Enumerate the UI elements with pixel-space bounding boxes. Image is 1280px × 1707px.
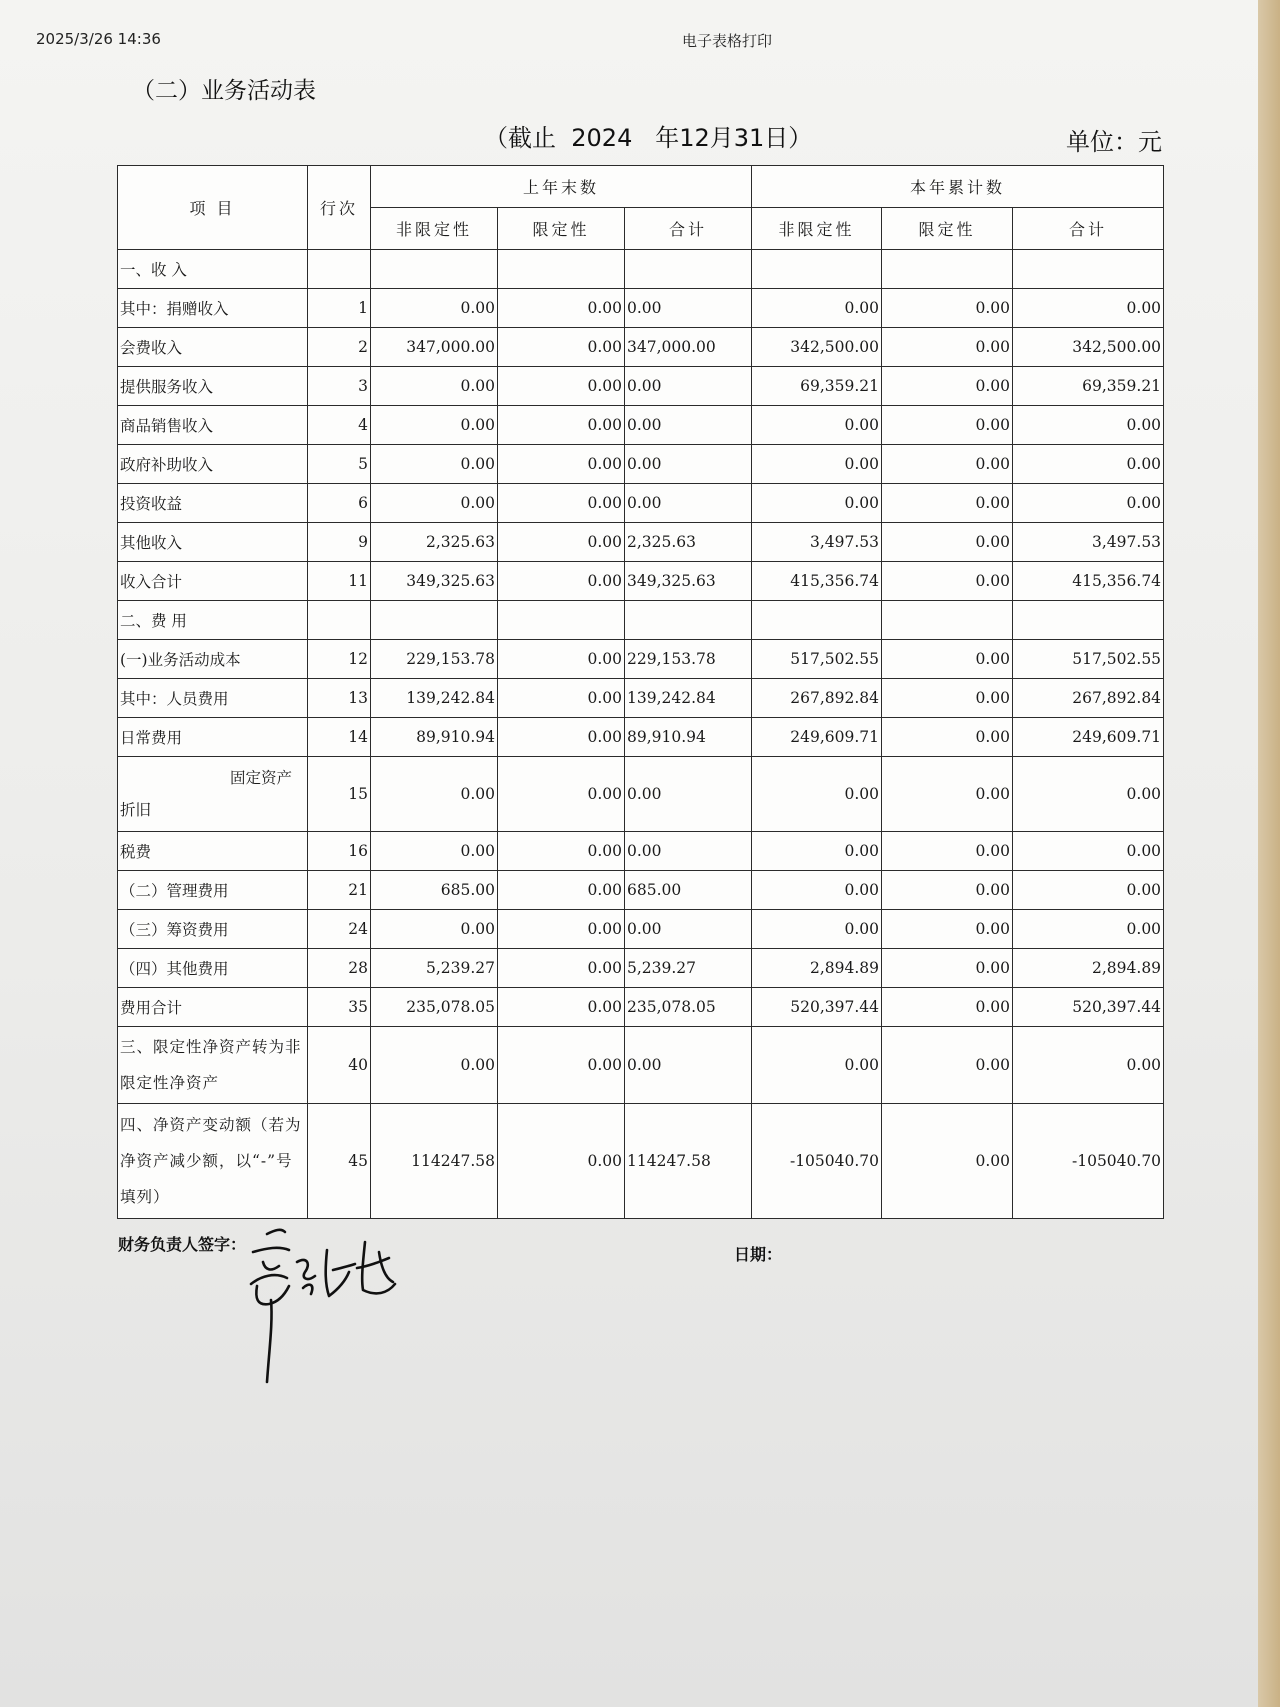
curr-restricted-value: 0.00 [882, 757, 1013, 832]
row-item-label: (一)业务活动成本 [118, 640, 308, 679]
curr-total-value: 0.00 [1013, 445, 1164, 484]
prev-restricted-value: 0.00 [498, 757, 625, 832]
curr-total-value: 342,500.00 [1013, 328, 1164, 367]
document-period: （截止 2024 年12月31日） [484, 124, 813, 152]
prev-total-value: 139,242.84 [625, 679, 752, 718]
curr-restricted-value: 0.00 [882, 988, 1013, 1027]
prev-restricted-value: 0.00 [498, 1104, 625, 1219]
table-row [118, 406, 1164, 445]
prev-total-value: 235,078.05 [625, 988, 752, 1027]
curr-restricted-value: 0.00 [882, 1104, 1013, 1219]
curr-unrestricted-value: 415,356.74 [752, 562, 882, 601]
table-row [118, 988, 1164, 1027]
row-item-label: 其中：捐赠收入 [118, 289, 308, 328]
curr-total-value: 520,397.44 [1013, 988, 1164, 1027]
prev-unrestricted-value: 0.00 [371, 484, 498, 523]
table-row [118, 445, 1164, 484]
curr-restricted-value [882, 250, 1013, 289]
prev-restricted-value: 0.00 [498, 718, 625, 757]
prev-total-value [625, 601, 752, 640]
curr-total-value: 0.00 [1013, 289, 1164, 328]
col-header-line: 行次 [308, 166, 371, 250]
table-row [118, 757, 1164, 832]
curr-total-value [1013, 601, 1164, 640]
prev-restricted-value: 0.00 [498, 679, 625, 718]
prev-total-value: 0.00 [625, 484, 752, 523]
prev-unrestricted-value: 685.00 [371, 871, 498, 910]
prev-total-value: 685.00 [625, 871, 752, 910]
prev-unrestricted-value: 0.00 [371, 445, 498, 484]
col-header-curr-year: 本年累计数 [752, 166, 1164, 208]
curr-unrestricted-value: 517,502.55 [752, 640, 882, 679]
curr-total-value: 0.00 [1013, 757, 1164, 832]
table-row [118, 1027, 1164, 1104]
prev-restricted-value: 0.00 [498, 910, 625, 949]
table-row [118, 289, 1164, 328]
col-header-curr-total: 合计 [1013, 208, 1164, 250]
prev-restricted-value: 0.00 [498, 523, 625, 562]
row-item-label: 会费收入 [118, 328, 308, 367]
background-edge [1258, 0, 1280, 1707]
prev-restricted-value [498, 250, 625, 289]
row-line-number: 4 [308, 406, 371, 445]
row-item-label: 一、收 入 [118, 250, 308, 289]
prev-restricted-value: 0.00 [498, 562, 625, 601]
row-line-number: 9 [308, 523, 371, 562]
prev-restricted-value: 0.00 [498, 832, 625, 871]
curr-unrestricted-value: 3,497.53 [752, 523, 882, 562]
prev-restricted-value: 0.00 [498, 640, 625, 679]
prev-total-value: 0.00 [625, 832, 752, 871]
curr-restricted-value [882, 601, 1013, 640]
row-item-label: 商品销售收入 [118, 406, 308, 445]
row-line-number [308, 601, 371, 640]
prev-unrestricted-value [371, 601, 498, 640]
prev-total-value: 5,239.27 [625, 949, 752, 988]
prev-total-value: 0.00 [625, 1027, 752, 1104]
row-item-label: 其中：人员费用 [118, 679, 308, 718]
curr-unrestricted-value: 2,894.89 [752, 949, 882, 988]
curr-total-value: 0.00 [1013, 871, 1164, 910]
curr-restricted-value: 0.00 [882, 910, 1013, 949]
curr-total-value: 415,356.74 [1013, 562, 1164, 601]
curr-restricted-value: 0.00 [882, 562, 1013, 601]
curr-unrestricted-value: 267,892.84 [752, 679, 882, 718]
prev-total-value: 0.00 [625, 406, 752, 445]
prev-unrestricted-value: 5,239.27 [371, 949, 498, 988]
prev-restricted-value: 0.00 [498, 289, 625, 328]
row-line-number [308, 250, 371, 289]
row-item-label: 三、限定性净资产转为非限定性净资产 [118, 1027, 308, 1104]
prev-unrestricted-value: 229,153.78 [371, 640, 498, 679]
row-line-number: 40 [308, 1027, 371, 1104]
row-line-number: 28 [308, 949, 371, 988]
prev-unrestricted-value: 0.00 [371, 367, 498, 406]
prev-restricted-value: 0.00 [498, 484, 625, 523]
row-item-label: （二）管理费用 [118, 871, 308, 910]
print-timestamp: 2025/3/26 14:36 [36, 30, 161, 48]
curr-restricted-value: 0.00 [882, 949, 1013, 988]
table-row [118, 523, 1164, 562]
table-row [118, 562, 1164, 601]
prev-total-value: 0.00 [625, 910, 752, 949]
curr-total-value: 249,609.71 [1013, 718, 1164, 757]
prev-restricted-value [498, 601, 625, 640]
prev-total-value: 347,000.00 [625, 328, 752, 367]
prev-unrestricted-value: 0.00 [371, 289, 498, 328]
table-row [118, 601, 1164, 640]
row-line-number: 14 [308, 718, 371, 757]
curr-restricted-value: 0.00 [882, 523, 1013, 562]
print-header-title: 电子表格打印 [682, 32, 773, 50]
row-item-label: 政府补助收入 [118, 445, 308, 484]
curr-restricted-value: 0.00 [882, 484, 1013, 523]
prev-restricted-value: 0.00 [498, 1027, 625, 1104]
curr-total-value: 0.00 [1013, 832, 1164, 871]
prev-total-value: 0.00 [625, 757, 752, 832]
curr-unrestricted-value: 0.00 [752, 871, 882, 910]
table-row [118, 1104, 1164, 1219]
curr-unrestricted-value [752, 601, 882, 640]
date-label: 日期： [734, 1245, 783, 1264]
curr-restricted-value: 0.00 [882, 832, 1013, 871]
curr-restricted-value: 0.00 [882, 679, 1013, 718]
row-item-label: 二、费 用 [118, 601, 308, 640]
prev-total-value: 89,910.94 [625, 718, 752, 757]
table-row [118, 832, 1164, 871]
row-item-label-line2: 折旧 [120, 801, 152, 820]
row-line-number: 35 [308, 988, 371, 1027]
prev-unrestricted-value [371, 250, 498, 289]
handwritten-signature [245, 1222, 445, 1392]
row-line-number: 3 [308, 367, 371, 406]
table-row [118, 640, 1164, 679]
prev-restricted-value: 0.00 [498, 367, 625, 406]
curr-total-value: 0.00 [1013, 1027, 1164, 1104]
activity-statement-table [117, 165, 1164, 1219]
curr-restricted-value: 0.00 [882, 718, 1013, 757]
row-item-label: 费用合计 [118, 988, 308, 1027]
table-row [118, 367, 1164, 406]
prev-unrestricted-value: 0.00 [371, 757, 498, 832]
prev-total-value: 114247.58 [625, 1104, 752, 1219]
prev-restricted-value: 0.00 [498, 988, 625, 1027]
curr-unrestricted-value: 0.00 [752, 484, 882, 523]
curr-total-value: 267,892.84 [1013, 679, 1164, 718]
col-header-prev-total: 合计 [625, 208, 752, 250]
col-header-curr-restricted: 限定性 [882, 208, 1013, 250]
row-line-number: 24 [308, 910, 371, 949]
col-header-item: 项 目 [118, 166, 308, 250]
row-line-number: 45 [308, 1104, 371, 1219]
row-item-label: 投资收益 [118, 484, 308, 523]
prev-unrestricted-value: 235,078.05 [371, 988, 498, 1027]
row-line-number: 5 [308, 445, 371, 484]
curr-total-value: 69,359.21 [1013, 367, 1164, 406]
document-title: （二）业务活动表 [132, 78, 316, 104]
curr-unrestricted-value [752, 250, 882, 289]
prev-restricted-value: 0.00 [498, 871, 625, 910]
curr-total-value: 0.00 [1013, 910, 1164, 949]
curr-total-value: 0.00 [1013, 406, 1164, 445]
prev-restricted-value: 0.00 [498, 328, 625, 367]
row-line-number: 16 [308, 832, 371, 871]
curr-unrestricted-value: 0.00 [752, 406, 882, 445]
row-item-label: 四、净资产变动额（若为净资产减少额，以“-”号填列） [118, 1104, 308, 1219]
curr-total-value: -105040.70 [1013, 1104, 1164, 1219]
curr-restricted-value: 0.00 [882, 367, 1013, 406]
curr-unrestricted-value: 0.00 [752, 445, 882, 484]
prev-unrestricted-value: 0.00 [371, 910, 498, 949]
curr-unrestricted-value: 0.00 [752, 757, 882, 832]
row-line-number: 1 [308, 289, 371, 328]
col-header-curr-unrestricted: 非限定性 [752, 208, 882, 250]
prev-restricted-value: 0.00 [498, 445, 625, 484]
curr-unrestricted-value: 0.00 [752, 832, 882, 871]
row-line-number: 6 [308, 484, 371, 523]
row-item-label: 税费 [118, 832, 308, 871]
curr-total-value: 3,497.53 [1013, 523, 1164, 562]
prev-unrestricted-value: 0.00 [371, 832, 498, 871]
prev-total-value: 0.00 [625, 367, 752, 406]
curr-total-value: 517,502.55 [1013, 640, 1164, 679]
prev-unrestricted-value: 89,910.94 [371, 718, 498, 757]
table-row [118, 328, 1164, 367]
prev-unrestricted-value: 139,242.84 [371, 679, 498, 718]
prev-unrestricted-value: 0.00 [371, 1027, 498, 1104]
table-row [118, 910, 1164, 949]
prev-unrestricted-value: 349,325.63 [371, 562, 498, 601]
prev-total-value: 0.00 [625, 445, 752, 484]
curr-unrestricted-value: 249,609.71 [752, 718, 882, 757]
row-item-label-line1: 固定资产 [230, 769, 293, 788]
table-row [118, 484, 1164, 523]
row-line-number: 15 [308, 757, 371, 832]
prev-unrestricted-value: 347,000.00 [371, 328, 498, 367]
prev-unrestricted-value: 114247.58 [371, 1104, 498, 1219]
curr-unrestricted-value: 0.00 [752, 1027, 882, 1104]
row-line-number: 21 [308, 871, 371, 910]
curr-total-value [1013, 250, 1164, 289]
curr-unrestricted-value: 520,397.44 [752, 988, 882, 1027]
row-item-label: （四）其他费用 [118, 949, 308, 988]
curr-restricted-value: 0.00 [882, 406, 1013, 445]
col-header-prev-year: 上年末数 [371, 166, 752, 208]
table-row [118, 949, 1164, 988]
curr-unrestricted-value: 0.00 [752, 910, 882, 949]
row-item-label: （三）筹资费用 [118, 910, 308, 949]
table-row [118, 718, 1164, 757]
table-row [118, 871, 1164, 910]
table-row [118, 250, 1164, 289]
curr-restricted-value: 0.00 [882, 445, 1013, 484]
prev-total-value: 229,153.78 [625, 640, 752, 679]
prev-total-value: 2,325.63 [625, 523, 752, 562]
row-item-label: 其他收入 [118, 523, 308, 562]
row-line-number: 12 [308, 640, 371, 679]
curr-restricted-value: 0.00 [882, 289, 1013, 328]
curr-total-value: 2,894.89 [1013, 949, 1164, 988]
prev-total-value [625, 250, 752, 289]
row-line-number: 2 [308, 328, 371, 367]
row-item-label [118, 757, 308, 832]
prev-restricted-value: 0.00 [498, 406, 625, 445]
prev-total-value: 0.00 [625, 289, 752, 328]
curr-unrestricted-value: 0.00 [752, 289, 882, 328]
curr-unrestricted-value: -105040.70 [752, 1104, 882, 1219]
prev-unrestricted-value: 2,325.63 [371, 523, 498, 562]
curr-total-value: 0.00 [1013, 484, 1164, 523]
curr-restricted-value: 0.00 [882, 871, 1013, 910]
row-line-number: 11 [308, 562, 371, 601]
header-row-1 [118, 166, 1164, 208]
row-item-label: 提供服务收入 [118, 367, 308, 406]
row-line-number: 13 [308, 679, 371, 718]
signature-label: 财务负责人签字： [118, 1235, 247, 1254]
curr-unrestricted-value: 69,359.21 [752, 367, 882, 406]
prev-total-value: 349,325.63 [625, 562, 752, 601]
col-header-prev-unrestricted: 非限定性 [371, 208, 498, 250]
curr-restricted-value: 0.00 [882, 640, 1013, 679]
document-unit: 单位：元 [1066, 128, 1162, 156]
row-item-label: 收入合计 [118, 562, 308, 601]
row-item-label: 日常费用 [118, 718, 308, 757]
col-header-prev-restricted: 限定性 [498, 208, 625, 250]
table-row [118, 679, 1164, 718]
curr-unrestricted-value: 342,500.00 [752, 328, 882, 367]
curr-restricted-value: 0.00 [882, 328, 1013, 367]
curr-restricted-value: 0.00 [882, 1027, 1013, 1104]
prev-restricted-value: 0.00 [498, 949, 625, 988]
prev-unrestricted-value: 0.00 [371, 406, 498, 445]
